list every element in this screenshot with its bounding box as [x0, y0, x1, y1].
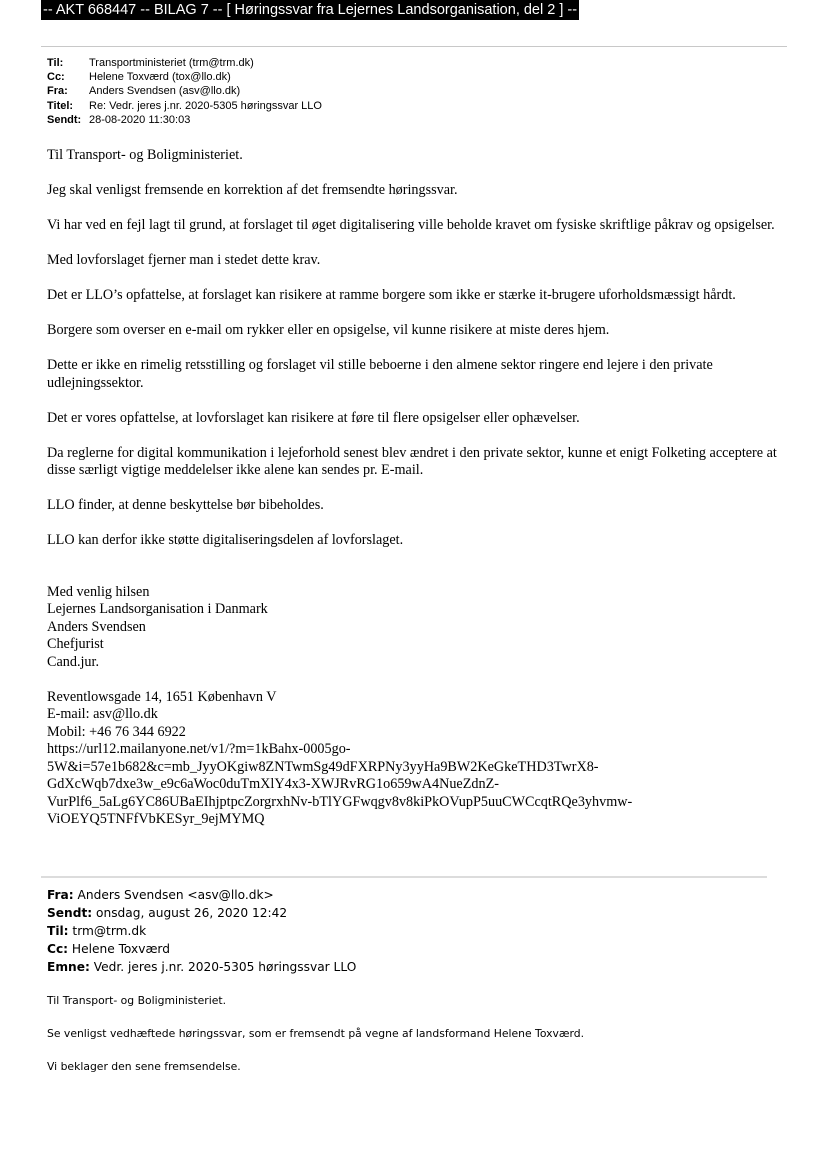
forwarded-header	[47, 886, 356, 976]
signature-line: Cand.jur.	[47, 653, 100, 670]
forwarded-paragraph: Se venligst vedhæftede høringssvar, som er fremsendt på vegne af landsformand Helene Toxværd.	[47, 1027, 585, 1040]
body-paragraph: Til Transport- og Boligministeriet.	[47, 147, 243, 163]
forwarded-label: Fra:	[47, 888, 74, 902]
signature-line: Lejernes Landsorganisation i Danmark	[47, 601, 268, 617]
body-paragraph: LLO finder, at denne beskyttelse bør bibeholdes.	[47, 497, 324, 513]
header-row-title	[47, 99, 322, 113]
forwarded-value: Helene Toxværd	[71, 942, 170, 956]
contact-link[interactable]: https://url12.mailanyone.net/v1/?m=1kBahx-0005go-	[47, 741, 351, 757]
header-label: Titel:	[47, 99, 74, 112]
body-paragraph: Da reglerne for digital kommunikation i lejeforhold senest blev ændret i den private sektor, kunne et enigt Folketing acceptere at disse særligt vigtige meddelelser ikke alene kan sendes pr. E-mail.	[47, 444, 777, 478]
forwarded-paragraph: Vi beklager den sene fremsendelse.	[47, 1060, 241, 1073]
forwarded-row-to	[47, 922, 356, 940]
body-paragraph: Det er vores opfattelse, at lovforslaget kan risikere at føre til flere opsigelser eller ophævelser.	[47, 409, 580, 426]
header-divider	[41, 46, 787, 47]
email-body	[47, 147, 787, 829]
forwarded-row-from	[47, 886, 356, 904]
forwarded-paragraph: Til Transport- og Boligministeriet.	[47, 994, 227, 1007]
body-paragraph: Dette er ikke en rimelig retsstilling og forslaget vil stille beboerne i den almene sektor ringere end lejere i den private udlejningssektor.	[47, 357, 713, 391]
signature-line: Chefjurist	[47, 636, 104, 652]
forwarded-label: Sendt:	[47, 906, 93, 920]
forwarded-row-cc	[47, 940, 356, 958]
header-row-sent	[47, 113, 322, 127]
contact-mobile: Mobil: +46 76 344 6922	[47, 723, 186, 740]
forwarded-value: Anders Svendsen <asv@llo.dk>	[77, 888, 274, 902]
header-label: Cc:	[47, 71, 65, 84]
signature-line: Med venlig hilsen	[47, 583, 150, 600]
forwarded-divider	[41, 876, 767, 878]
contact-link[interactable]: GdXcWqb7dxe3w_e9c6aWoc0duTmXlY4x3-XWJRvRG1o659wA4NueZdnZ-	[47, 776, 499, 792]
body-paragraph: Med lovforslaget fjerner man i stedet dette krav.	[47, 252, 321, 268]
contact-link[interactable]: 5W&i=57e1b682&c=mb_JyyOKgiw8ZNTwmSg49dFXRPNy3yyHa9BW2KeGkeTHD3TwrX8-	[47, 758, 599, 775]
header-row-cc	[47, 70, 322, 84]
contact-address: Reventlowsgade 14, 1651 København V	[47, 688, 277, 705]
header-label: Fra:	[47, 85, 68, 98]
header-value: Transportministeriet (trm@trm.dk)	[89, 57, 254, 69]
body-paragraph: Det er LLO’s opfattelse, at forslaget kan risikere at ramme borgere som ikke er stærke it-brugere uforholdsmæssigt hårdt.	[47, 287, 736, 303]
forwarded-label: Cc:	[47, 942, 69, 956]
contact-link[interactable]: ViOEYQ5TNFfVbKESyr_9ejMYMQ	[47, 811, 265, 827]
header-value: Anders Svendsen (asv@llo.dk)	[89, 85, 241, 98]
header-label: Sendt:	[47, 113, 82, 126]
forwarded-row-subject	[47, 958, 356, 976]
header-row-to	[47, 56, 322, 70]
header-value: Re: Vedr. jeres j.nr. 2020-5305 høringssvar LLO	[89, 99, 322, 112]
header-label: Til:	[47, 57, 64, 69]
header-value: Helene Toxværd (tox@llo.dk)	[89, 71, 231, 84]
forwarded-body	[47, 993, 787, 1092]
contact-link[interactable]: VurPlf6_5aLg6YC86UBaEIhjptpcZorgrxhNv-bTlYGFwqgv8v8kiPkOVupP5uuCWCcqtRQe3yhvmw-	[47, 793, 633, 810]
header-row-from	[47, 84, 322, 98]
forwarded-value: trm@trm.dk	[72, 924, 147, 938]
forwarded-value: Vedr. jeres j.nr. 2020-5305 høringssvar LLO	[93, 960, 357, 974]
forwarded-label: Til:	[47, 924, 69, 938]
body-paragraph: Jeg skal venligst fremsende en korrektion af det fremsendte høringssvar.	[47, 182, 458, 198]
signature-block	[47, 584, 787, 672]
body-paragraph: Vi har ved en fejl lagt til grund, at forslaget til øget digitalisering ville beholde kravet om fysiske skriftlige påkrav og opsigelser.	[47, 217, 775, 233]
email-header	[47, 56, 322, 127]
contact-block	[47, 689, 787, 829]
header-value: 28-08-2020 11:30:03	[89, 113, 191, 126]
forwarded-label: Emne:	[47, 960, 90, 974]
signature-line: Anders Svendsen	[47, 618, 146, 635]
contact-email[interactable]: E-mail: asv@llo.dk	[47, 706, 158, 722]
body-paragraph: LLO kan derfor ikke støtte digitaliseringsdelen af lovforslaget.	[47, 532, 404, 548]
body-paragraph: Borgere som overser en e-mail om rykker eller en opsigelse, vil kunne risikere at miste deres hjem.	[47, 322, 610, 338]
document-banner: -- AKT 668447 -- BILAG 7 -- [ Høringssvar fra Lejernes Landsorganisation, del 2 ] --	[43, 2, 578, 18]
forwarded-value: onsdag, august 26, 2020 12:42	[96, 906, 288, 920]
forwarded-row-sent	[47, 904, 356, 922]
